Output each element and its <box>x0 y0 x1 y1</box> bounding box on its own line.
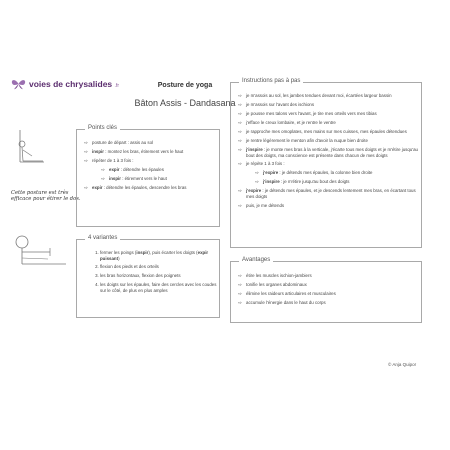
page-title: Posture de yoga <box>157 82 213 89</box>
arrow-icon: ⇨ <box>84 140 88 145</box>
avantages-box <box>230 257 422 323</box>
arrow-icon: ⇨ <box>84 157 88 163</box>
list-item: ⇨ j'efface le creux lombaire, et je rentre le ventre <box>238 119 336 125</box>
butterfly-icon <box>11 79 26 90</box>
side-note: Cette posture est très efficace pour étirer le dos. <box>11 190 81 203</box>
points-cles-title: Points clés <box>85 125 120 131</box>
list-item: 4. les doigts sur les épaules, faire des cercles avec les coudes sur le côté, de plus en plus amples <box>100 282 218 293</box>
list-item: ⇨ élimine les raideurs articulaires et musculaires <box>238 290 336 296</box>
instructions-title: Instructions pas à pas <box>239 78 303 84</box>
list-item: ⇨ je m'assois sur l'avant des ischions <box>238 101 315 107</box>
arrow-icon: ⇨ <box>238 146 242 152</box>
list-item: ⇨ je pousse mes talons vers l'avant, je tire mes orteils vers mes tibias <box>238 110 377 116</box>
list-item: ⇨ j'expire : je détends mes épaules, et je descends lentement mes bras, en écartant tous mes doigts <box>238 188 416 200</box>
seated-pose-illustration <box>14 128 46 166</box>
arrow-icon: ⇨ <box>238 119 242 125</box>
arrow-icon: ⇨ <box>238 93 242 98</box>
list-item: ⇨ je rapproche mes omoplates, mes mains sur mes cuisses, mes épaules détendues <box>238 128 407 134</box>
list-item: ⇨ j'inspire : je m'étire jusqu'au bout des doigts <box>255 179 350 185</box>
points-cles-list <box>83 140 215 194</box>
variant-pose-illustration <box>10 228 70 268</box>
list-item: ⇨ posture de départ : assis au sol <box>84 140 154 145</box>
arrow-icon: ⇨ <box>238 281 242 287</box>
instructions-box <box>230 78 422 248</box>
arrow-icon: ⇨ <box>238 273 242 278</box>
arrow-icon: ⇨ <box>101 166 105 172</box>
arrow-icon: ⇨ <box>255 170 259 176</box>
copyright-credit: © Anja Quipor <box>388 362 417 367</box>
arrow-icon: ⇨ <box>101 175 105 181</box>
page-subtitle: Bâton Assis - Dandasana <box>134 98 236 108</box>
variantes-title: 4 variantes <box>85 235 120 241</box>
list-item: 1. fermer les poings (inspir), puis écarter les doigts (expir puissant) <box>100 250 218 261</box>
list-item: ⇨ j'expire : je détends mes épaules, la colonne bien droite <box>255 170 373 176</box>
instructions-list <box>237 93 419 212</box>
arrow-icon: ⇨ <box>255 179 259 185</box>
list-item: ⇨ étire les muscles ischion-jambiers <box>238 273 312 278</box>
variantes-list <box>83 250 218 296</box>
list-item: 2. flexion des pieds et des orteils <box>100 264 218 270</box>
arrow-icon: ⇨ <box>238 290 242 296</box>
arrow-icon: ⇨ <box>84 148 88 154</box>
arrow-icon: ⇨ <box>238 161 242 167</box>
list-item: ⇨ accumule l'énergie dans le haut du corps <box>238 299 326 305</box>
arrow-icon: ⇨ <box>238 101 242 107</box>
arrow-icon: ⇨ <box>84 184 88 190</box>
arrow-icon: ⇨ <box>238 110 242 116</box>
list-item: ⇨ j'inspire : je monte mes bras à la verticale, j'écarte tous mes doigts et je m'étire jusqu'au bout des doigts, ma conscience est présente dans chacun de mes doigts <box>238 146 418 158</box>
list-item: ⇨ répéter de 1 à 3 fois : <box>84 157 134 163</box>
list-item: 3. les bras horizontaux, flexion des poignets <box>100 273 218 279</box>
list-item: ⇨ je rentre légèrement le menton afin d'avoir la nuque bien droite <box>238 137 368 143</box>
list-item: ⇨ tonifie les organes abdominaux <box>238 281 307 287</box>
list-item: ⇨ je m'assois au sol, les jambes tendues devant moi, écartées largeur bassin <box>238 93 392 98</box>
arrow-icon: ⇨ <box>238 203 242 209</box>
list-item: ⇨ inspir : étirement vers le haut <box>101 175 167 181</box>
avantages-list <box>237 273 419 309</box>
arrow-icon: ⇨ <box>238 299 242 305</box>
list-item: ⇨ je répète 1 à 3 fois : <box>238 161 285 167</box>
points-cles-box <box>76 125 220 227</box>
brand-suffix: .fr <box>114 83 119 89</box>
list-item: ⇨ expir : détendre les épaules <box>101 166 164 172</box>
arrow-icon: ⇨ <box>238 137 242 143</box>
arrow-icon: ⇨ <box>238 188 242 194</box>
variantes-box <box>76 235 220 318</box>
list-item: ⇨ expir : détendre les épaules, descendre les bras <box>84 184 187 190</box>
brand-name: voies de chrysalides <box>29 79 113 89</box>
list-item: ⇨ puis, je me détends <box>238 203 285 209</box>
list-item: ⇨ inspir : montez les bras, étirement vers le haut <box>84 148 184 154</box>
avantages-title: Avantages <box>239 257 273 263</box>
arrow-icon: ⇨ <box>238 128 242 134</box>
